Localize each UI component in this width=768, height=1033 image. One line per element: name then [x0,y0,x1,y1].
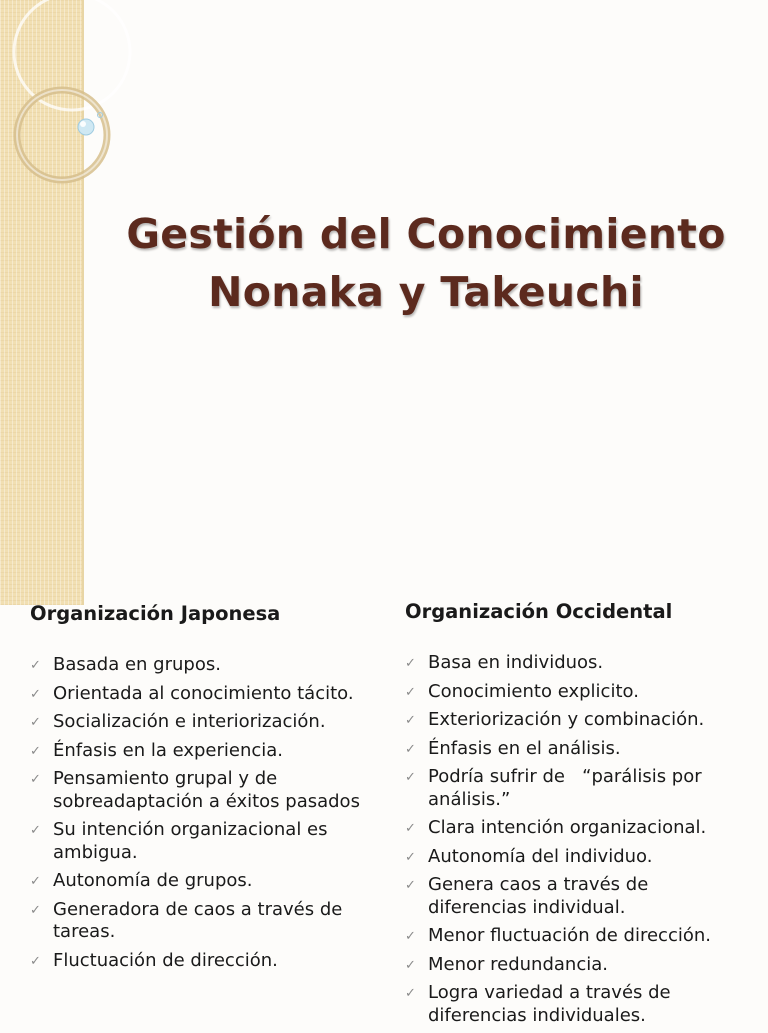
deco-bubble [78,119,94,135]
list-item-text: Orientada al conocimiento tácito. [53,682,354,704]
list-item-text: Logra variedad a través de diferencias individuales. [428,982,671,1026]
checkmark-icon: ✓ [30,772,41,787]
list-item [405,709,745,732]
checkmark-icon: ✓ [405,713,416,728]
checkmark-icon: ✓ [30,902,41,918]
list-item-text: Pensamiento grupal y de sobreadaptación a éxitos pasados [53,768,360,812]
checkmark-icon: ✓ [30,823,41,838]
list-item-text: Socialización e interiorización. [53,711,326,732]
list-item [405,846,745,869]
checkmark-icon: ✓ [405,878,416,893]
checkmark-icon: ✓ [405,656,416,671]
list-item [30,768,375,813]
list-item [30,870,375,893]
checkmark-icon: ✓ [405,849,416,865]
checkmark-icon: ✓ [405,986,416,1001]
checkmark-icon: ✓ [30,743,41,759]
checkmark-icon: ✓ [30,658,41,673]
list-item [30,819,375,864]
list-item-text: Exteriorización y combinación. [428,709,705,730]
list-item [405,817,745,840]
column-heading: Organización Occidental [405,600,673,623]
checkmark-icon: ✓ [405,741,416,757]
list-item [405,954,745,977]
list-item [405,652,745,675]
list-item-text: Menor fluctuación de dirección. [428,925,711,946]
list-item [30,683,375,706]
list-item-text: Basa en individuos. [428,652,604,673]
japanese-organization-column [30,602,375,978]
list-item [405,738,745,761]
list-item-text: Podría sufrir de “parálisis por análisis.” [428,766,708,810]
bullet-list [30,654,375,972]
checkmark-icon: ✓ [405,684,416,700]
list-item [30,654,375,677]
checkmark-icon: ✓ [30,686,41,702]
list-item-text: Conocimiento explicito. [428,680,639,702]
list-item [30,740,375,763]
checkmark-icon: ✓ [405,929,416,944]
decorative-circles [0,0,120,200]
checkmark-icon: ✓ [405,770,416,785]
list-item [405,681,745,704]
list-item-text: Clara intención organizacional. [428,817,707,838]
list-item-text: Énfasis en el análisis. [428,737,621,759]
list-item-text: Su intención organizacional es ambigua. [53,819,328,863]
deco-bubble-highlight [80,121,86,127]
slide-title [84,205,768,321]
checkmark-icon: ✓ [30,953,41,969]
western-organization-column [405,600,745,1033]
list-item [405,874,745,919]
column-heading: Organización Japonesa [30,602,281,625]
list-item-text: Énfasis en la experiencia. [53,739,284,761]
list-item [30,899,375,944]
bullet-list [405,652,745,1027]
list-item [405,925,745,948]
title-line-2: Nonaka y Takeuchi [208,268,644,316]
list-item [405,982,745,1027]
checkmark-icon: ✓ [405,821,416,836]
list-item [30,950,375,973]
list-item-text: Fluctuación de dirección. [53,949,278,971]
list-item-text: Autonomía de grupos. [53,870,253,891]
list-item-text: Generadora de caos a través de tareas. [53,898,343,942]
list-item-text: Genera caos a través de diferencias individual. [428,874,649,918]
checkmark-icon: ✓ [30,715,41,730]
list-item-text: Autonomía del individuo. [428,845,653,867]
deco-ring-inner [17,90,107,180]
checkmark-icon: ✓ [30,874,41,889]
title-line-1: Gestión del Conocimiento [126,210,726,258]
list-item [30,711,375,734]
list-item-text: Menor redundancia. [428,953,608,975]
list-item-text: Basada en grupos. [53,654,221,675]
list-item [405,766,745,811]
checkmark-icon: ✓ [405,957,416,973]
